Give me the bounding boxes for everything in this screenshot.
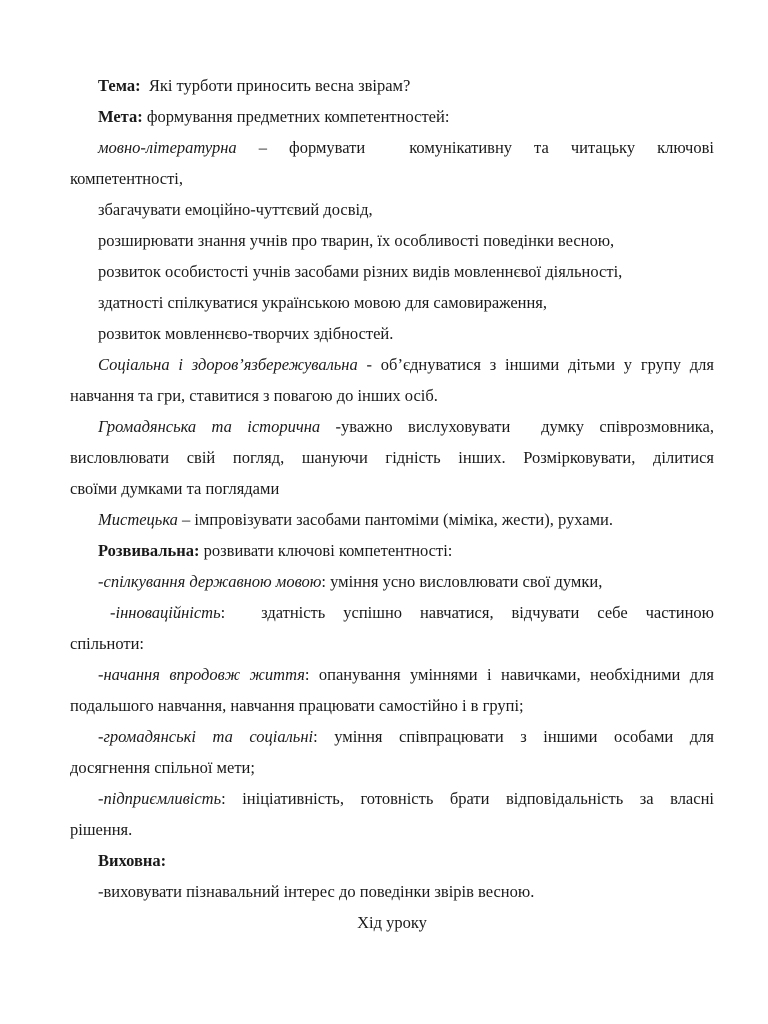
educational-heading-line [70,845,714,876]
social-term: Соціальна і здоров’язбережувальна [98,355,358,374]
entrepreneurship-line-1 [70,783,714,814]
entrepreneurship-text-1: : ініціативність, готовність брати відповідальність за власні [221,789,714,808]
civic-historical-line-2 [70,442,714,473]
lesson-course-heading: Хід уроку [357,913,427,932]
language-literary-line-1 [70,132,714,163]
goal-text: формування предметних компетентностей: [142,107,450,126]
language-item-5: розвиток мовленнєво-творчих здібностей. [98,324,394,343]
educational-text: -виховувати пізнавальний інтерес до поведінки звірів весною. [98,882,535,901]
entrepreneurship-dash: - [98,789,104,808]
language-literary-line-2 [70,163,714,194]
social-line-1 [70,349,714,380]
developmental-line [70,535,714,566]
language-literary-text-2: компетентності, [70,169,184,188]
civic-social-text-1: : уміння співпрацювати з іншими особами для [313,727,714,746]
civic-social-dash: - [98,727,104,746]
developmental-text: розвивати ключові компетентності: [199,541,453,560]
civic-historical-term: Громадянська та історична [98,417,321,436]
educational-text-line [70,876,714,907]
civic-historical-text-3: своїми думками та поглядами [70,479,280,498]
lifelong-learning-dash: - [98,665,104,684]
civic-historical-text-1: -уважно вислуховувати думку співрозмовника, [320,417,714,436]
civic-social-line-2 [70,752,714,783]
civic-social-text-2: досягнення спільної мети; [70,758,255,777]
topic-label: Тема: [98,76,141,95]
innovativeness-line-2 [70,628,714,659]
goal-label: Мета: [98,107,143,126]
language-item-3: розвиток особистості учнів засобами різних видів мовленнєвої діяльності, [98,262,623,281]
lifelong-learning-term: начання впродовж життя [103,665,305,684]
language-literary-term: мовно-літературна [98,138,237,157]
state-language-dash: - [98,572,104,591]
artistic-text: – імпровізувати засобами пантоміми (міміка, жести), рухами. [177,510,613,529]
language-item-1: збагачувати емоційно-чуттєвий досвід, [98,200,373,219]
entrepreneurship-line-2 [70,814,714,845]
goal-line [70,101,714,132]
civic-social-term: громадянські та соціальні [103,727,314,746]
innovativeness-dash: - [110,603,116,622]
topic-line [70,70,714,101]
artistic-line [70,504,714,535]
lifelong-learning-line-1 [70,659,714,690]
entrepreneurship-text-2: рішення. [70,820,133,839]
social-text-2: навчання та гри, ставитися з повагою до інших осіб. [70,386,438,405]
lifelong-learning-line-2 [70,690,714,721]
civic-social-line-1 [70,721,714,752]
state-language-text: : уміння усно висловлювати свої думки, [321,572,603,591]
state-language-term: спілкування державною мовою [103,572,322,591]
civic-historical-line-3 [70,473,714,504]
social-text-1: - об’єднуватися з іншими дітьми у групу для [357,355,714,374]
language-item-4: здатності спілкуватися українською мовою для самовираження, [98,293,548,312]
lesson-plan-document [70,70,714,938]
innovativeness-text-2: спільноти: [70,634,144,653]
lifelong-learning-text-2: подальшого навчання, навчання працювати самостійно і в групі; [70,696,524,715]
state-language-line [70,566,714,597]
innovativeness-line-1 [70,597,714,628]
innovativeness-text-1: : здатність успішно навчатися, відчувати себе частиною [220,603,714,622]
educational-label: Виховна: [98,851,167,870]
civic-historical-line-1 [70,411,714,442]
civic-historical-text-2: висловлювати свій погляд, шануючи гідність інших. Розмірковувати, ділитися [70,448,714,467]
topic-text: Які турботи приносить весна звірам? [140,76,411,95]
artistic-term: Мистецька [98,510,178,529]
innovativeness-term: інноваційність [115,603,221,622]
lifelong-learning-text-1: : опанування уміннями і навичками, необхідними для [304,665,714,684]
social-line-2 [70,380,714,411]
entrepreneurship-term: підприємливість [103,789,222,808]
language-literary-text-1: – формувати комунікативну та читацьку ключові [236,138,714,157]
language-item-2: розширювати знання учнів про тварин, їх особливості поведінки весною, [98,231,615,250]
developmental-label: Розвивальна: [98,541,200,560]
